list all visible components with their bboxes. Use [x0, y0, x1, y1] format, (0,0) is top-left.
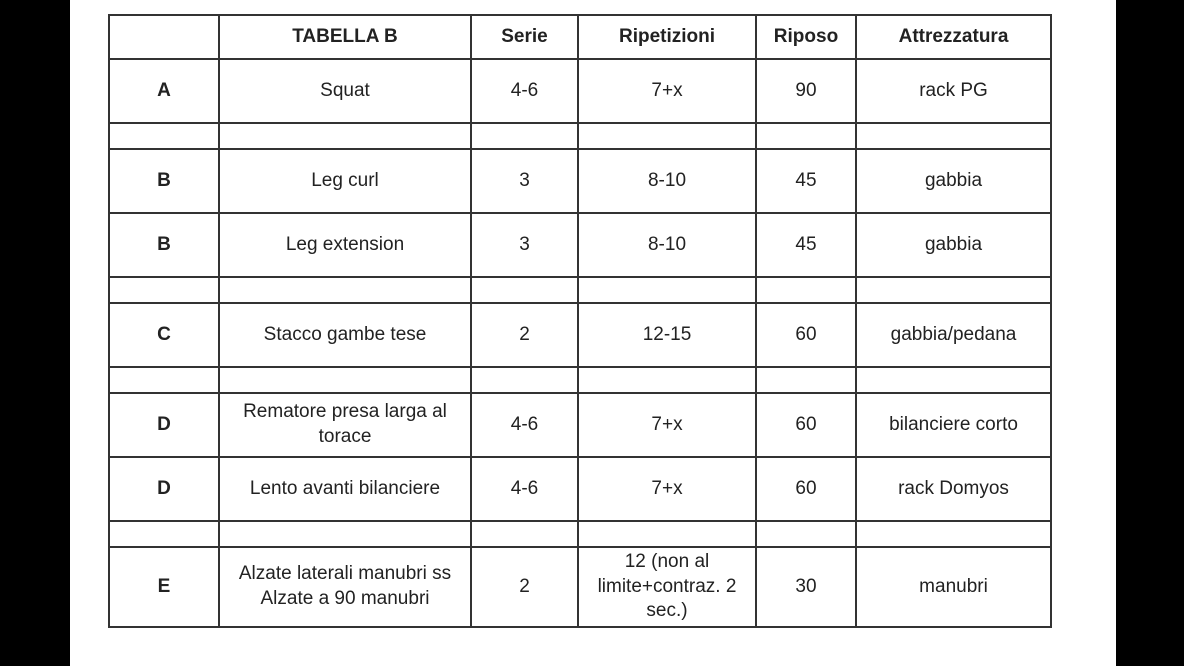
spacer-cell	[856, 123, 1051, 149]
cell-exercise-name: Leg extension	[219, 213, 471, 277]
cell-exercise-name: Stacco gambe tese	[219, 303, 471, 367]
table-row	[109, 213, 1051, 277]
spacer-cell	[578, 277, 756, 303]
spacer-cell	[109, 277, 219, 303]
cell-reps: 12 (non al limite+contraz. 2 sec.)	[578, 547, 756, 627]
cell-exercise-name: Lento avanti bilanciere	[219, 457, 471, 521]
cell-rest: 60	[756, 303, 856, 367]
header-cell-ripetizioni: Ripetizioni	[578, 15, 756, 59]
cell-rest: 60	[756, 393, 856, 457]
spacer-row	[109, 123, 1051, 149]
cell-sets: 4-6	[471, 457, 578, 521]
table-row	[109, 149, 1051, 213]
cell-reps: 8-10	[578, 213, 756, 277]
spacer-cell	[219, 123, 471, 149]
header-cell-serie: Serie	[471, 15, 578, 59]
cell-equipment: gabbia	[856, 213, 1051, 277]
table-body	[109, 59, 1051, 627]
header-cell-riposo: Riposo	[756, 15, 856, 59]
spacer-cell	[756, 277, 856, 303]
spacer-cell	[856, 277, 1051, 303]
table-row	[109, 303, 1051, 367]
cell-exercise-group: E	[109, 547, 219, 627]
cell-sets: 4-6	[471, 59, 578, 123]
header-row	[109, 15, 1051, 59]
spacer-cell	[756, 521, 856, 547]
cell-sets: 2	[471, 547, 578, 627]
cell-rest: 90	[756, 59, 856, 123]
cell-exercise-group: D	[109, 393, 219, 457]
cell-equipment: rack Domyos	[856, 457, 1051, 521]
spacer-cell	[856, 521, 1051, 547]
cell-sets: 2	[471, 303, 578, 367]
spacer-row	[109, 521, 1051, 547]
spacer-cell	[219, 277, 471, 303]
cell-equipment: manubri	[856, 547, 1051, 627]
cell-equipment: gabbia/pedana	[856, 303, 1051, 367]
cell-reps: 7+x	[578, 457, 756, 521]
spacer-row	[109, 367, 1051, 393]
cell-equipment: bilanciere corto	[856, 393, 1051, 457]
header-cell-attrezzatura: Attrezzatura	[856, 15, 1051, 59]
cell-exercise-name: Squat	[219, 59, 471, 123]
spacer-cell	[471, 521, 578, 547]
spacer-cell	[578, 521, 756, 547]
table-row	[109, 547, 1051, 627]
cell-reps: 7+x	[578, 59, 756, 123]
cell-exercise-group: B	[109, 149, 219, 213]
spacer-cell	[219, 367, 471, 393]
spacer-cell	[109, 521, 219, 547]
cell-reps: 8-10	[578, 149, 756, 213]
cell-sets: 4-6	[471, 393, 578, 457]
document-page	[70, 0, 1116, 666]
table-row	[109, 457, 1051, 521]
header-cell-title: TABELLA B	[219, 15, 471, 59]
table-row	[109, 393, 1051, 457]
spacer-cell	[578, 123, 756, 149]
cell-exercise-name: Leg curl	[219, 149, 471, 213]
spacer-cell	[856, 367, 1051, 393]
cell-rest: 30	[756, 547, 856, 627]
spacer-cell	[471, 277, 578, 303]
cell-exercise-group: C	[109, 303, 219, 367]
spacer-cell	[578, 367, 756, 393]
cell-reps: 7+x	[578, 393, 756, 457]
cell-sets: 3	[471, 213, 578, 277]
cell-exercise-group: A	[109, 59, 219, 123]
cell-reps: 12-15	[578, 303, 756, 367]
cell-exercise-group: D	[109, 457, 219, 521]
table-row	[109, 59, 1051, 123]
cell-sets: 3	[471, 149, 578, 213]
cell-rest: 45	[756, 149, 856, 213]
cell-equipment: rack PG	[856, 59, 1051, 123]
spacer-cell	[219, 521, 471, 547]
spacer-cell	[756, 367, 856, 393]
cell-equipment: gabbia	[856, 149, 1051, 213]
spacer-cell	[756, 123, 856, 149]
spacer-cell	[471, 367, 578, 393]
spacer-cell	[109, 123, 219, 149]
cell-rest: 60	[756, 457, 856, 521]
cell-exercise-name: Alzate laterali manubri ss Alzate a 90 manubri	[219, 547, 471, 627]
spacer-row	[109, 277, 1051, 303]
cell-rest: 45	[756, 213, 856, 277]
header-cell-corner	[109, 15, 219, 59]
cell-exercise-name: Rematore presa larga al torace	[219, 393, 471, 457]
cell-exercise-group: B	[109, 213, 219, 277]
spacer-cell	[471, 123, 578, 149]
workout-table	[108, 14, 1052, 628]
spacer-cell	[109, 367, 219, 393]
